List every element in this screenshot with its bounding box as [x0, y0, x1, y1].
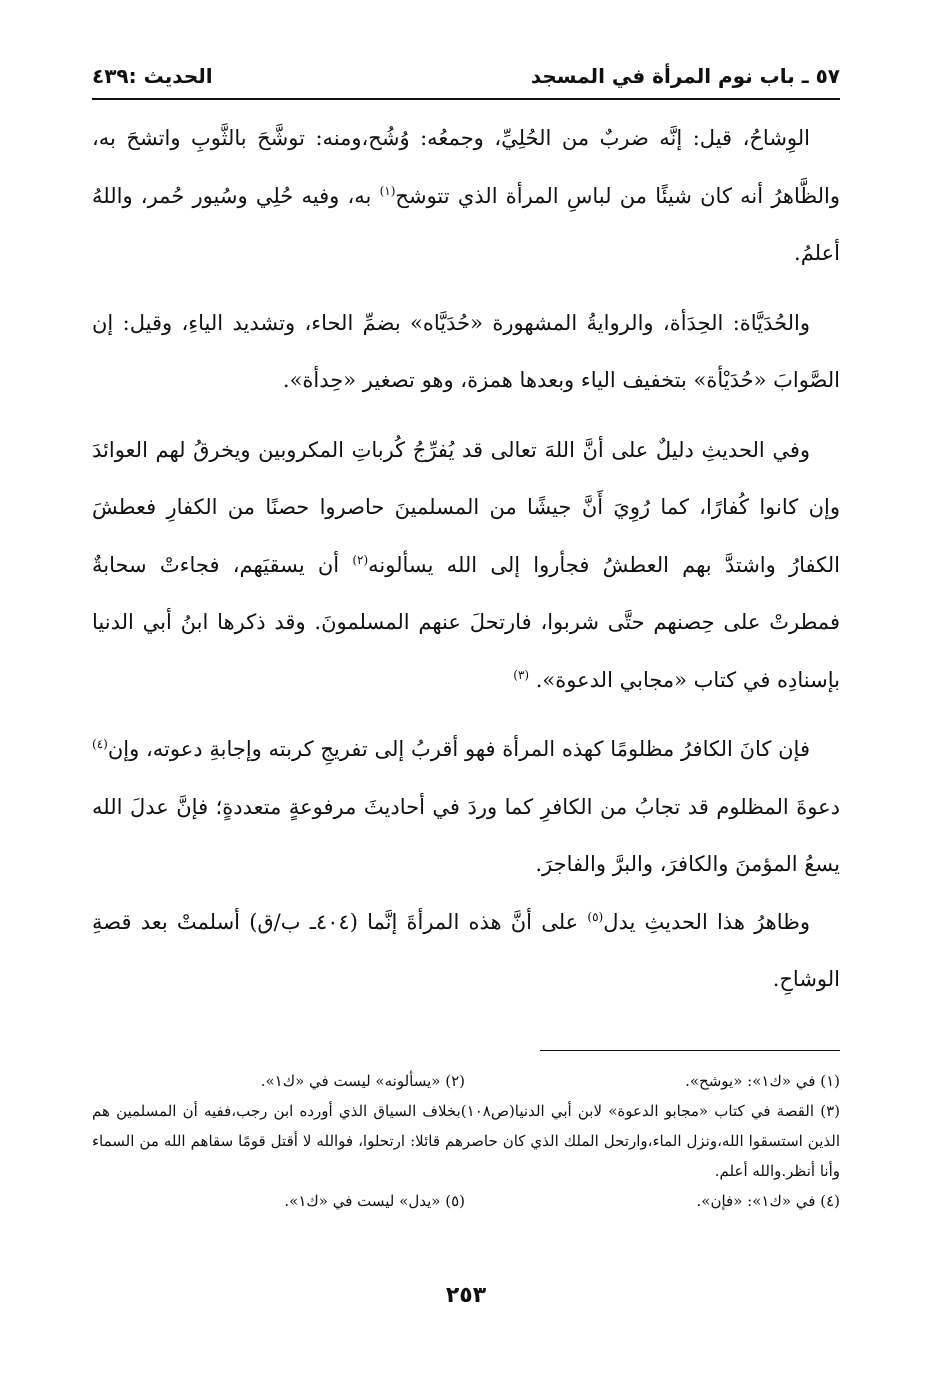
footnote-3: (٣) القصة في كتاب «مجابو الدعوة» لابن أبي الدنيا(ص١٠٨)بخلاف السياق الذي أورده ابن رجب،ففيه أن المسلمين هم الذين استسقوا الله،ونزل الماء،وارتحل الملك الذي كان حاصرهم قائلا: ارتحلوا، فوالله لا أقتل قومًا سقاهم الله من السماء وأنا أنظر.والله أعلم. [92, 1102, 840, 1180]
paragraph-conclusion: وظاهرُ هذا الحديثِ يدل$^{(٥)}$ على أنَّ هذه المرأةَ إنَّما (٤٠٤ـ ب/ق) أسلمتْ بعد قصةِ الوشاحِ. [92, 909, 840, 991]
footnote-divider [540, 1050, 840, 1051]
footnote-ref-3: (٣) [513, 667, 530, 682]
running-header [92, 56, 840, 96]
footnotes [92, 1066, 840, 1216]
paragraph-hadith-lesson: وفي الحديثِ دليلٌ على أنَّ اللهَ تعالى قد يُفرِّجُ كُرباتِ المكروبين ويخرقُ لهم العوائدَ وإن كانوا كُفارًا، كما رُوِيَ أَنَّ جيشًا من المسلمينَ حاصروا حصنًا من الكفارِ فعطشَ الكفارُ واشتدَّ بهم العطشُ فجأروا إلى الله يسألونه$^{(٢)}$ أن يسقيَهم، فجاءتْ سحابةٌ فمطرتْ على حِصنهم حتَّى شربوا، فارتحلَ عنهم المسلمونَ. وقد ذكرها ابنُ أبي الدنيا بإسنادِه في كتاب «مجابي الدعوة». $^{(٣)}$ [92, 437, 840, 692]
footnote-ref-5: (٥) [587, 909, 604, 924]
footnote-ref-1: (١) [379, 183, 396, 198]
footnote-row-1-2 [92, 1066, 840, 1096]
book-page [92, 56, 840, 1356]
main-text [92, 110, 840, 1009]
footnote-1: (١) في «ك١»: «يوشح». [685, 1072, 840, 1090]
footnote-5: (٥) «يدل» ليست في «ك١». [284, 1192, 465, 1210]
hadith-number: الحديث :٤٣٩ [92, 64, 213, 88]
footnote-2: (٢) «يسألونه» ليست في «ك١». [260, 1072, 465, 1090]
chapter-title: ٥٧ ـ باب نوم المرأة في المسجد [530, 64, 840, 88]
paragraph-oppressed: فإن كانَ الكافرُ مظلومًا كهذه المرأة فهو أقربُ إلى تفريجِ كربته وإجابةِ دعوته، وإن$^{(٤)}$ دعوةَ المظلوم قد تجابُ من الكافرِ كما وردَ في أحاديثَ مرفوعةٍ متعددةٍ؛ فإنَّ عدلَ الله يسعُ المؤمنَ والكافرَ، والبرَّ والفاجرَ. [92, 737, 840, 876]
paragraph-hudayyah: والحُدَيَّاة: الحِدَأة، والروايةُ المشهورة «حُدَيَّاه» بضمِّ الحاء، وتشديد الياءِ، وقيل: إن الصَّوابَ «حُدَيْأة» بتخفيف الياء وبعدها همزة، وهو تصغير «حِدأة». [92, 310, 840, 392]
header-divider [92, 98, 840, 100]
footnote-ref-2: (٢) [352, 552, 369, 567]
footnote-ref-4: (٤) [92, 737, 108, 751]
paragraph-wishah: الوِشاحُ، قيل: إنَّه ضربٌ من الحُلِيِّ، وجمعُه: وُشُح،ومنه: توشَّحَ بالثَّوبِ واتشحَ به، والظَّاهرُ أنه كان شيئًا من لباسِ المرأة الذي تتوشح$^{(١)}$ به، وفيه حُلِي وسُيور حُمر، واللهُ أعلمُ. [92, 126, 840, 265]
footnote-row-4-5 [92, 1186, 840, 1216]
footnote-4: (٤) في «ك١»: «فإن». [696, 1192, 840, 1210]
page-number: ٢٥٣ [445, 1283, 487, 1308]
